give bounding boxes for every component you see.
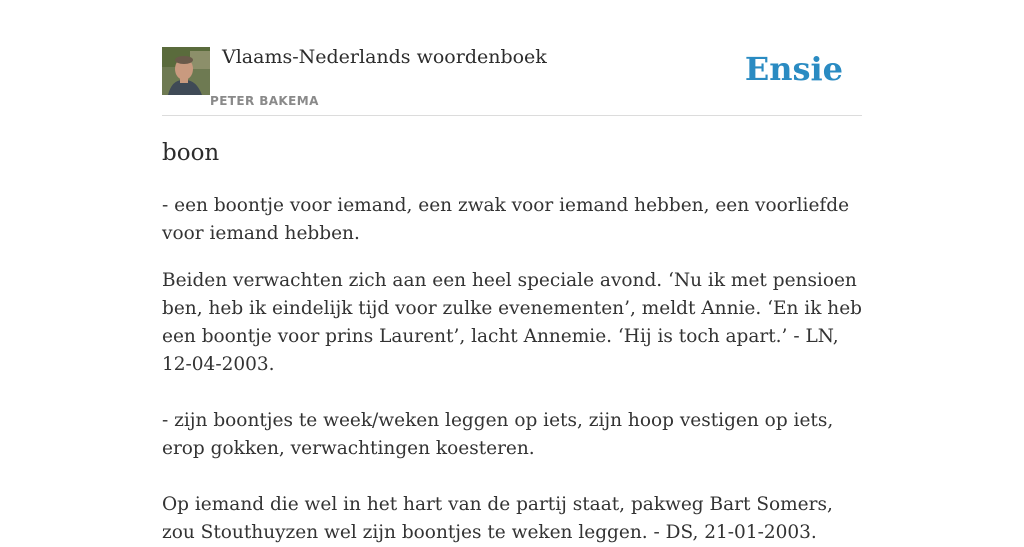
spacer [162,379,862,407]
page-container [162,0,863,543]
dictionary-title[interactable]: Vlaams-Nederlands woordenboek [222,46,547,68]
definition-paragraph: - zijn boontjes te week/weken leggen op iets, zijn hoop vestigen op iets, erop gokken, verwachtingen koesteren. [162,410,834,459]
entry-title: boon [162,140,220,166]
entry-body [162,192,862,547]
author-name[interactable]: PETER BAKEMA [210,94,319,108]
header [162,0,862,116]
avatar[interactable] [162,47,210,95]
avatar-image [162,47,210,95]
spacer [162,463,862,491]
quote-paragraph: Op iemand die wel in het hart van de partij staat, pakweg Bart Somers, zou Stouthuyzen wel zijn boontjes te weken leggen. - DS, 21-01-2003. [162,494,833,543]
definition-paragraph: - een boontje voor iemand, een zwak voor iemand hebben, een voorliefde voor iemand hebben. [162,195,850,244]
quote-paragraph: Beiden verwachten zich aan een heel speciale avond. ‘Nu ik met pensioen ben, heb ik eindelijk tijd voor zulke evenementen’, meldt Annie. ‘En ik heb een boontje voor prins Laurent’, lacht Annemie. ‘Hij is toch apart.’ - LN, 12-04-2003. [162,270,863,375]
brand-logo[interactable]: Ensie [744,50,843,88]
